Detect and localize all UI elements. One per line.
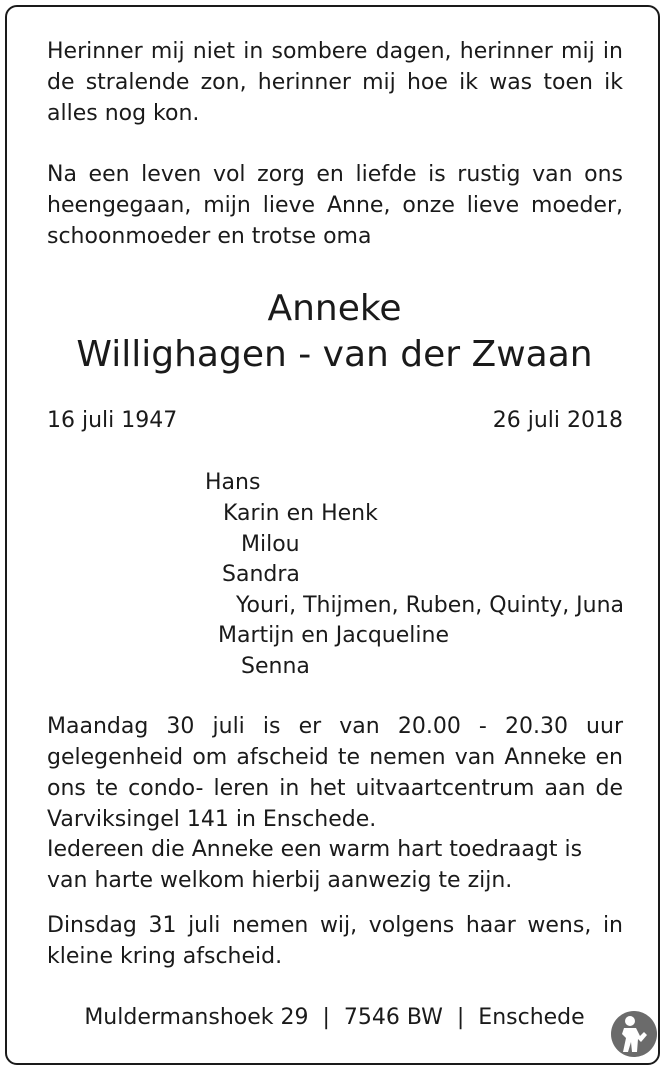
intro-text: Na een leven vol zorg en liefde is rustig van ons heengegaan, mijn lieve Anne, onze lieve moeder, schoonmoeder en trotse oma [47,162,623,249]
welcome-text: Iedereen die Anneke een warm hart toedraagt is van harte welkom hierbij aanwezig te zijn. [47,837,583,893]
memorial-figure-icon [610,1010,658,1058]
birth-date: 16 juli 1947 [47,408,178,433]
death-date: 26 juli 2018 [492,408,623,433]
family-member: Karin en Henk [223,501,378,526]
family-member: Milou [241,532,300,557]
opening-poem: Herinner mij niet in sombere dagen, herinner mij in de stralende zon, herinner mij hoe ik was toen ik alles nog kon. [47,39,623,126]
condolence-info: Maandag 30 juli is er van 20.00 - 20.30 uur gelegenheid om afscheid te nemen van Anneke en ons te condo- leren in het uitvaartcentrum aan de Varviksingel 141 in Enschede. [47,714,623,832]
family-member: Martijn en Jacqueline [218,623,449,648]
family-member: Hans [205,470,261,495]
correspondence-address: Muldermanshoek 29 | 7546 BW | Enschede [84,1005,585,1030]
deceased-full-name: Willighagen - van der Zwaan [76,334,593,375]
family-member: Youri, Thijmen, Ruben, Quinty, Juna [236,593,625,618]
family-member: Senna [241,654,310,679]
logo-head [625,1016,635,1026]
deceased-first-name: Anneke [267,288,402,329]
family-member: Sandra [222,562,300,587]
farewell-text: Dinsdag 31 juli nemen wij, volgens haar wens, in kleine kring afscheid. [47,913,623,969]
